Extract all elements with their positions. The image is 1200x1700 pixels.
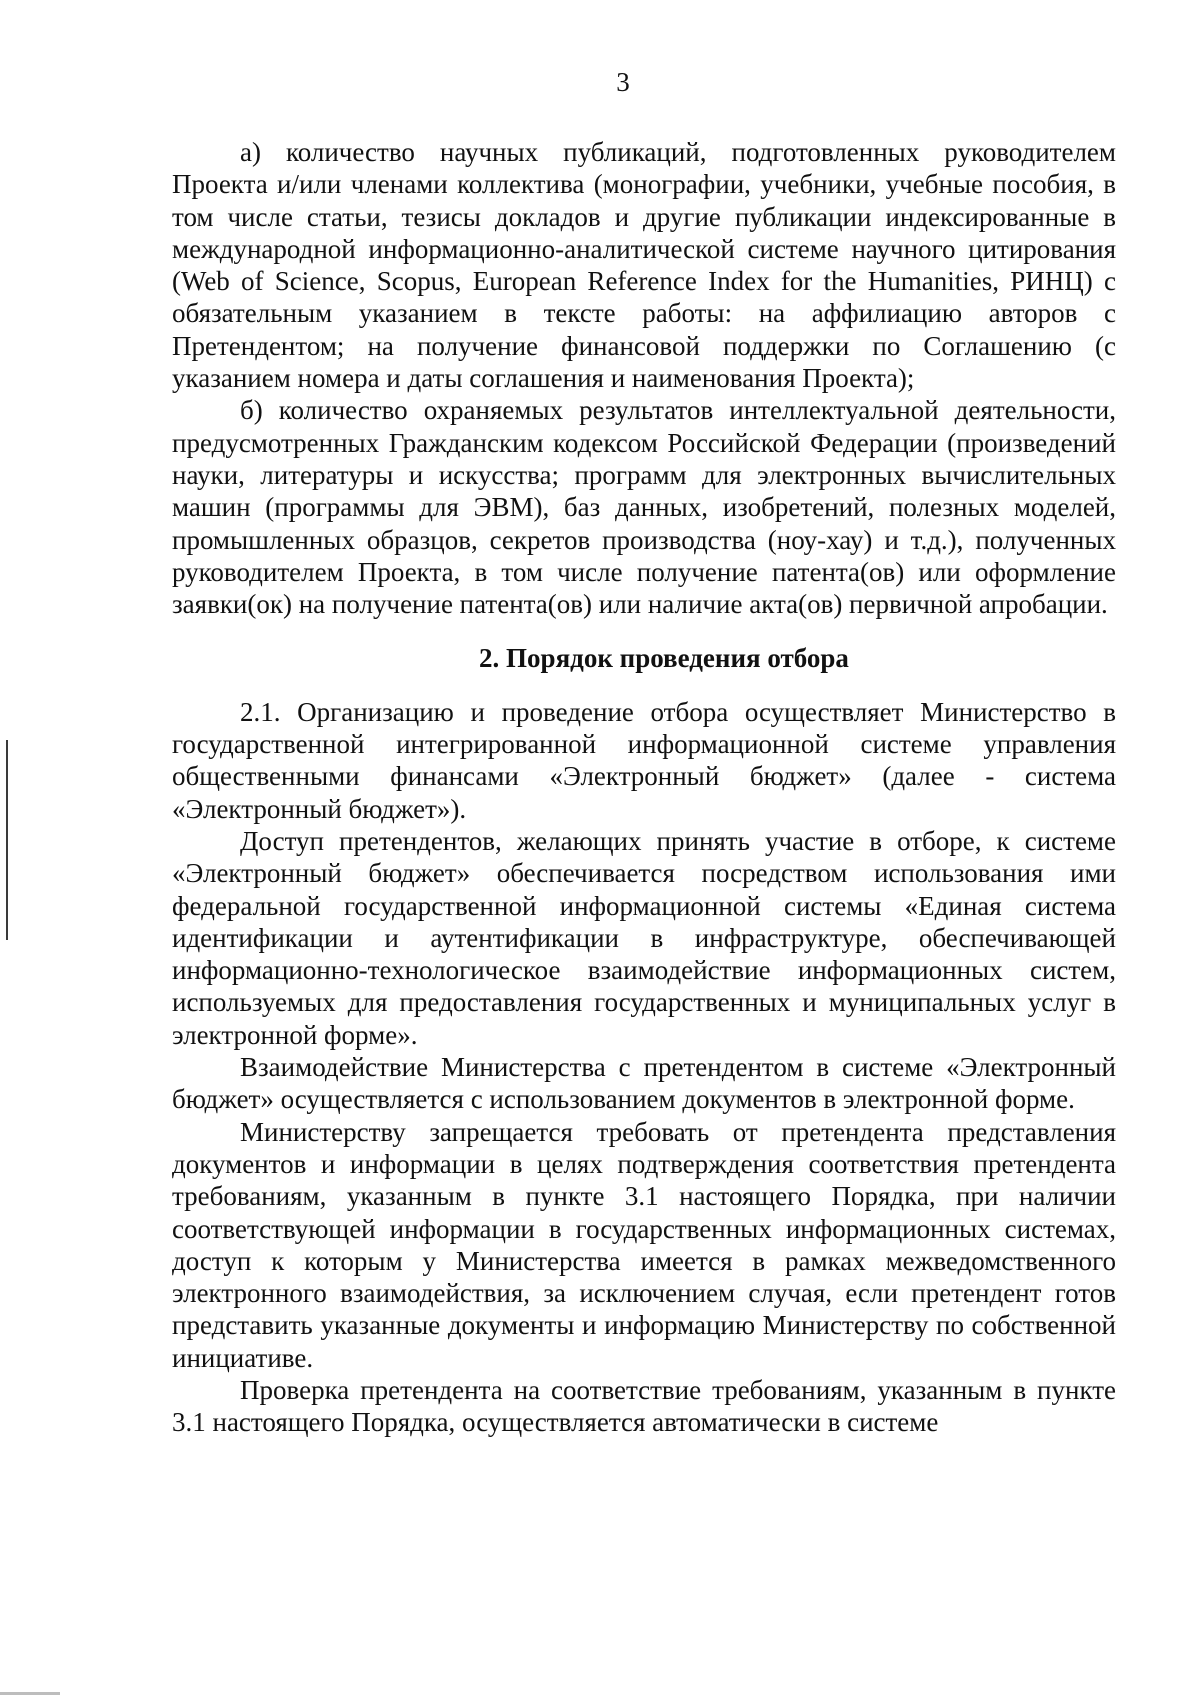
scan-bottom-mark	[0, 1692, 60, 1695]
paragraph-intellectual-property-count: б) количество охраняемых результатов интеллектуальной деятельности, предусмотренных Гражданским кодексом Российской Федерации (произведений науки, литературы и искусства; программ для электронных вычислительных машин (программы для ЭВМ), баз данных, изобретений, полезных моделей, промышленных образцов, секретов производства (ноу-хау) и т.д.), полученных руководителем Проекта, в том числе получение патента(ов) или оформление заявки(ок) на получение патента(ов) или наличие акта(ов) первичной апробации.	[172, 395, 1116, 620]
document-body	[172, 136, 1116, 1439]
paragraph-selection-organization: 2.1. Организацию и проведение отбора осуществляет Министерство в государственной интегрированной информационной системе управления общественными финансами «Электронный бюджет» (далее - система «Электронный бюджет»).	[172, 696, 1116, 824]
paragraph-system-access: Доступ претендентов, желающих принять участие в отборе, к системе «Электронный бюджет» обеспечивается посредством использования ими федеральной государственной информационной системы «Единая система идентификации и аутентификации в инфраструктуре, обеспечивающей информационно-технологическое взаимодействие информационных систем, используемых для предоставления государственных и муниципальных услуг в электронной форме».	[172, 825, 1116, 1050]
section-heading: 2. Порядок проведения отбора	[479, 643, 849, 674]
paragraph-publications-count: а) количество научных публикаций, подготовленных руководителем Проекта и/или членами коллектива (монографии, учебники, учебные пособия, в том числе статьи, тезисы докладов и другие публикации индексированные в международной информационно-аналитической системе научного цитирования (Web of Science, Scopus, European Reference Index for the Humanities, РИНЦ) с обязательным указанием в тексте работы: на аффилиацию авторов с Претендентом; на получение финансовой поддержки по Соглашению (с указанием номера и даты соглашения и наименования Проекта);	[172, 137, 1116, 394]
paragraph-applicant-check: Проверка претендента на соответствие требованиям, указанным в пункте 3.1 настоящего Порядка, осуществляется автоматически в системе	[172, 1374, 1116, 1438]
scan-edge-mark	[6, 740, 8, 940]
paragraph-document-requirements: Министерству запрещается требовать от претендента представления документов и информации в целях подтверждения соответствия претендента требованиям, указанным в пункте 3.1 настоящего Порядка, при наличии соответствующей информации в государственных информационных системах, доступ к которым у Министерства имеется в рамках межведомственного электронного взаимодействия, за исключением случая, если претендент готов представить указанные документы и информацию Министерству по собственной инициативе.	[172, 1116, 1116, 1373]
page-number: 3	[616, 67, 630, 97]
paragraph-electronic-interaction: Взаимодействие Министерства с претендентом в системе «Электронный бюджет» осуществляется с использованием документов в электронной форме.	[172, 1052, 1116, 1115]
